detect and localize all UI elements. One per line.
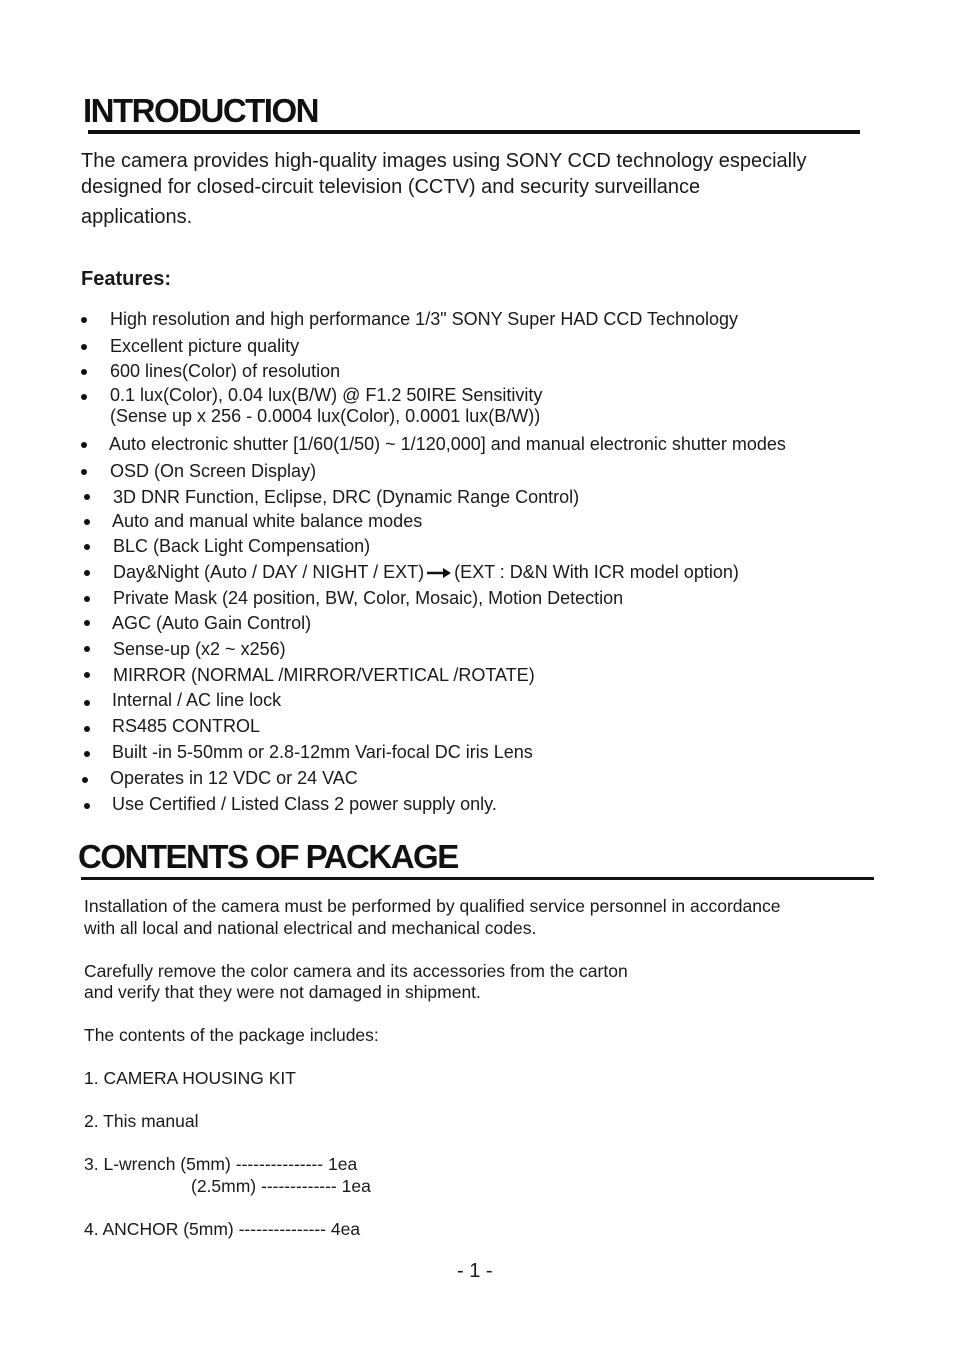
contents-body (84, 896, 884, 1240)
bullet-icon (84, 596, 90, 602)
right-arrow-icon (426, 567, 452, 579)
intro-heading: INTRODUCTION (83, 92, 318, 129)
bullet-icon (84, 494, 90, 500)
package-item-3-line-1: 3. L-wrench (5mm) --------------- 1ea (84, 1154, 358, 1174)
page-number: - 1 - (457, 1260, 493, 1282)
contents-para-2-line-2: and verify that they were not damaged in shipment. (84, 982, 481, 1002)
bullet-icon (84, 646, 90, 652)
bullet-icon (84, 620, 90, 626)
intro-heading-rule (88, 130, 860, 134)
bullet-icon (81, 469, 87, 475)
contents-heading: CONTENTS OF PACKAGE (78, 838, 458, 875)
bullet-icon (81, 442, 87, 448)
contents-para-3: The contents of the package includes: (84, 1025, 379, 1045)
package-item-4: 4. ANCHOR (5mm) --------------- 4ea (84, 1218, 361, 1239)
package-item-1: 1. CAMERA HOUSING KIT (84, 1068, 296, 1088)
package-item-3-line-2: (2.5mm) ------------- 1ea (191, 1175, 371, 1196)
bullet-icon (84, 672, 90, 678)
day-night-text: Day&Night (Auto / DAY / NIGHT / EXT) (113, 562, 425, 582)
bullet-icon (84, 544, 90, 550)
bullet-icon (84, 519, 90, 525)
intro-line-3: applications. (81, 206, 193, 228)
bullet-icon (84, 751, 90, 757)
features-title: Features: (81, 268, 172, 290)
bullet-icon (81, 344, 87, 350)
bullet-icon (84, 570, 90, 576)
contents-heading-rule (81, 877, 874, 880)
bullet-icon (81, 394, 87, 400)
intro-line-1: The camera provides high-quality images using SONY CCD technology especially (81, 150, 807, 172)
contents-para-2-line-1: Carefully remove the color camera and its accessories from the carton (84, 960, 628, 981)
bullet-icon (82, 777, 88, 783)
bullet-icon (84, 726, 90, 732)
bullet-icon (84, 700, 90, 706)
intro-line-2: designed for closed-circuit television (CCTV) and security surveillance (81, 176, 701, 198)
bullet-icon (84, 803, 90, 809)
day-night-note: (EXT : D&N With ICR model option) (454, 562, 739, 582)
bullet-icon (81, 369, 87, 375)
contents-para-1-line-1: Installation of the camera must be performed by qualified service personnel in accordance (84, 896, 781, 916)
contents-para-1-line-2: with all local and national electrical and mechanical codes. (84, 917, 537, 938)
package-item-2: 2. This manual (84, 1111, 199, 1131)
intro-paragraph (81, 148, 921, 230)
bullet-icon (81, 317, 87, 323)
